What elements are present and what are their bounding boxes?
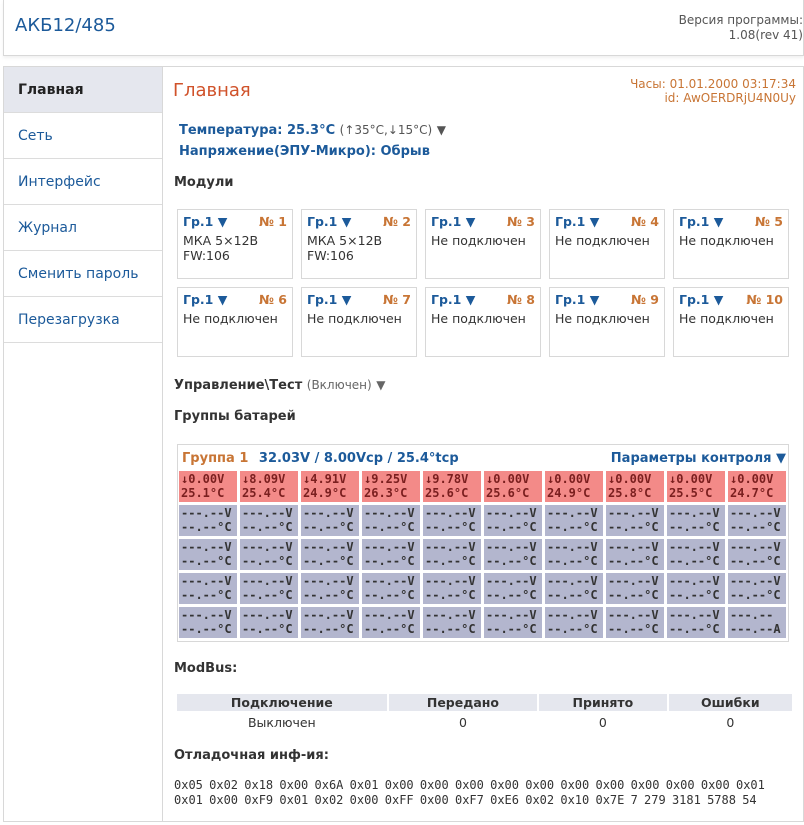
battery-cell — [728, 471, 786, 502]
battery-group — [177, 444, 789, 642]
battery-cell-voltage: ↓0.00V — [730, 472, 774, 486]
battery-cell-voltage: ---.--V — [303, 506, 354, 520]
module-status: Не подключен — [431, 233, 526, 248]
battery-cell-voltage: ---.--V — [181, 574, 232, 588]
battery-cell-temperature: --.--°C — [547, 520, 598, 534]
battery-cell — [728, 539, 786, 570]
app-header — [3, 0, 804, 56]
module-number: № 4 — [630, 214, 659, 229]
module-number: № 6 — [258, 292, 287, 307]
battery-cell — [667, 573, 725, 604]
battery-cell — [545, 607, 603, 638]
module-number: № 9 — [630, 292, 659, 307]
module-group-select[interactable]: Гр.1 ▼ — [307, 214, 352, 229]
battery-cell-voltage: ---.--V — [242, 506, 293, 520]
battery-cell-voltage: ---.--V — [669, 608, 720, 622]
control-state: (Включен) — [306, 378, 372, 392]
module-card — [301, 287, 417, 357]
battery-cell-voltage: ---.--V — [364, 608, 415, 622]
modbus-connection-value: Выключен — [247, 714, 316, 730]
module-header — [307, 292, 411, 307]
module-number: № 7 — [382, 292, 411, 307]
modbus-heading: ModBus: — [174, 661, 238, 676]
battery-cell — [728, 573, 786, 604]
sidebar-item-network[interactable]: Сеть — [4, 113, 162, 159]
battery-cell-temperature: --.--°C — [364, 520, 415, 534]
module-card — [425, 287, 541, 357]
battery-cell — [484, 471, 542, 502]
battery-cell-voltage: ---.--V — [364, 574, 415, 588]
module-status: Не подключен — [555, 233, 650, 248]
battery-cell — [362, 607, 420, 638]
battery-cell-voltage: ---.--V — [608, 540, 659, 554]
battery-cell — [179, 573, 237, 604]
modbus-header-errors: Ошибки — [669, 694, 792, 711]
module-status: Не подключен — [679, 233, 774, 248]
module-status: Не подключен — [431, 311, 526, 326]
battery-cell-voltage: ---.--V — [242, 574, 293, 588]
version-label: Версия программы: — [678, 13, 803, 27]
battery-cell-voltage: ---.--V — [303, 608, 354, 622]
module-group-select[interactable]: Гр.1 ▼ — [555, 292, 600, 307]
battery-cell-temperature: --.--°C — [669, 554, 720, 568]
module-card — [549, 209, 665, 279]
battery-cell-voltage: ↓0.00V — [181, 472, 225, 486]
module-group-select[interactable]: Гр.1 ▼ — [679, 214, 724, 229]
battery-cell — [667, 539, 725, 570]
battery-cell-voltage: ---.--V — [608, 574, 659, 588]
battery-cell — [301, 607, 359, 638]
battery-cell — [484, 505, 542, 536]
battery-cell — [301, 539, 359, 570]
sidebar-item-interface[interactable]: Интерфейс — [4, 159, 162, 205]
battery-cell-voltage: ↓0.00V — [608, 472, 652, 486]
voltage-line: Напряжение(ЭПУ-Микро): Обрыв — [179, 144, 430, 159]
main-content — [173, 67, 796, 821]
modbus-received-value: 0 — [598, 714, 607, 730]
control-dropdown-icon[interactable]: ▼ — [376, 378, 386, 392]
sidebar-item-reboot[interactable]: Перезагрузка — [4, 297, 162, 343]
battery-cell — [728, 607, 786, 638]
battery-cell — [179, 471, 237, 502]
battery-cell — [240, 471, 298, 502]
temperature-line — [179, 123, 446, 138]
battery-cell — [301, 505, 359, 536]
battery-cell — [606, 607, 664, 638]
module-status: МКА 5×12В — [307, 233, 383, 248]
sidebar-item-change-password[interactable]: Сменить пароль — [4, 251, 162, 297]
module-header — [679, 292, 783, 307]
battery-cell — [179, 607, 237, 638]
debug-heading: Отладочная инф-ия: — [174, 748, 329, 763]
battery-cell-temperature: --.--°C — [547, 554, 598, 568]
battery-cell-voltage: ---.--V — [547, 540, 598, 554]
module-number: № 2 — [382, 214, 411, 229]
battery-cell-voltage: ---.--V — [364, 540, 415, 554]
battery-cell-temperature: --.--°C — [669, 622, 720, 636]
module-number: № 8 — [506, 292, 535, 307]
battery-cell-temperature: 24.7°C — [730, 486, 774, 500]
battery-cell-voltage: ---.--V — [669, 574, 720, 588]
modbus-table — [175, 692, 794, 733]
battery-cell — [301, 573, 359, 604]
battery-cells-grid — [179, 471, 786, 638]
battery-cell-temperature: --.--°C — [486, 588, 537, 602]
battery-cell-voltage: ---.--V — [669, 540, 720, 554]
module-group-select[interactable]: Гр.1 ▼ — [431, 292, 476, 307]
app-title: АКБ12/485 — [15, 15, 116, 36]
battery-cell-temperature: ---.--A — [730, 622, 781, 636]
battery-cell-temperature: --.--°C — [425, 554, 476, 568]
battery-cell-voltage: ↓9.78V — [425, 472, 469, 486]
modbus-header-sent: Передано — [389, 694, 537, 711]
battery-cell-voltage: ---.--V — [486, 540, 537, 554]
battery-cell-voltage: ---.--V — [486, 506, 537, 520]
battery-cell-voltage: ---.--V — [730, 574, 781, 588]
battery-cell-voltage: ---.--V — [608, 608, 659, 622]
module-header — [555, 292, 659, 307]
battery-cell — [545, 471, 603, 502]
module-card — [177, 287, 293, 357]
battery-cell-temperature: --.--°C — [242, 588, 293, 602]
battery-cell-voltage: ---.--V — [547, 506, 598, 520]
module-header — [679, 214, 783, 229]
battery-cell — [423, 471, 481, 502]
debug-info: 0x05 0x02 0x18 0x00 0x6A 0x01 0x00 0x00 0x00 0x00 0x00 0x00 0x00 0x00 0x00 0x00 0x01 0x01 0x00 0xF9 0x01 0x02 0x00 0xFF 0x00 0xF7 0xE6 0x02 0x10 0x7E 7 279 3181 5788 54 — [174, 778, 765, 807]
battery-cell-temperature: 25.1°C — [181, 486, 225, 500]
module-card — [177, 209, 293, 279]
module-group-select[interactable]: Гр.1 ▼ — [307, 292, 352, 307]
sidebar-item-main[interactable]: Главная — [4, 67, 162, 113]
control-heading — [174, 378, 385, 393]
battery-cell-voltage: ---.--V — [730, 540, 781, 554]
battery-cell-temperature: 25.6°C — [425, 486, 469, 500]
battery-cell-temperature: --.--°C — [425, 588, 476, 602]
battery-cell-voltage: ---.--V — [730, 506, 781, 520]
module-card — [673, 287, 789, 357]
modules-heading: Модули — [174, 175, 234, 190]
battery-cell — [606, 471, 664, 502]
battery-cell-voltage: ---.--V — [181, 608, 232, 622]
battery-cell-voltage: ---.--V — [303, 574, 354, 588]
battery-cell-voltage: ---.--V — [425, 608, 476, 622]
battery-cell-temperature: --.--°C — [181, 622, 232, 636]
battery-cell — [240, 505, 298, 536]
battery-cell — [484, 573, 542, 604]
module-header — [183, 214, 287, 229]
battery-cell-temperature: --.--°C — [242, 520, 293, 534]
module-group-select[interactable]: Гр.1 ▼ — [431, 214, 476, 229]
battery-cell-voltage: ---.-- — [730, 608, 774, 622]
battery-cell — [240, 607, 298, 638]
version-info — [679, 13, 803, 43]
battery-cell-temperature: 24.9°C — [547, 486, 591, 500]
battery-cell — [423, 607, 481, 638]
battery-cell-temperature: --.--°C — [364, 588, 415, 602]
battery-cell — [667, 607, 725, 638]
module-status: Не подключен — [307, 311, 402, 326]
module-number: № 1 — [258, 214, 287, 229]
control-params-link[interactable]: Параметры контроля ▼ — [610, 451, 786, 466]
modbus-sent-value: 0 — [458, 714, 467, 730]
battery-cell-temperature: --.--°C — [242, 554, 293, 568]
modbus-errors-value: 0 — [726, 714, 735, 730]
battery-cell — [362, 505, 420, 536]
battery-cell-temperature: --.--°C — [303, 588, 354, 602]
version-value: 1.08(rev 41) — [728, 28, 803, 42]
battery-cell — [362, 539, 420, 570]
battery-cell-temperature: --.--°C — [608, 622, 659, 636]
battery-cell — [423, 539, 481, 570]
sidebar — [4, 67, 163, 821]
module-number: № 3 — [506, 214, 535, 229]
battery-cell-temperature: --.--°C — [608, 520, 659, 534]
battery-cell-temperature: --.--°C — [486, 520, 537, 534]
battery-cell-voltage: ↓0.00V — [547, 472, 591, 486]
battery-cell — [545, 573, 603, 604]
battery-group-name: Группа 1 — [182, 451, 249, 466]
battery-cell — [728, 505, 786, 536]
control-title: Управление\Тест — [174, 378, 303, 393]
battery-cell — [484, 607, 542, 638]
battery-cell — [667, 471, 725, 502]
battery-cell-voltage: ---.--V — [425, 506, 476, 520]
modbus-header-received: Принято — [539, 694, 666, 711]
battery-cell — [301, 471, 359, 502]
battery-cell — [545, 505, 603, 536]
battery-cell-temperature: --.--°C — [425, 520, 476, 534]
battery-cell-temperature: --.--°C — [303, 554, 354, 568]
battery-cell-temperature: 25.4°C — [242, 486, 286, 500]
battery-cell-voltage: ---.--V — [181, 506, 232, 520]
battery-cell — [179, 505, 237, 536]
battery-cell — [240, 539, 298, 570]
battery-cell-temperature: --.--°C — [303, 622, 354, 636]
module-group-select[interactable]: Гр.1 ▼ — [183, 292, 228, 307]
module-card — [673, 209, 789, 279]
battery-cell-voltage: ↓8.09V — [242, 472, 286, 486]
battery-cell-temperature: --.--°C — [181, 520, 232, 534]
battery-cell-temperature: --.--°C — [547, 588, 598, 602]
content-panel — [3, 66, 804, 822]
battery-cell-temperature: --.--°C — [364, 622, 415, 636]
temperature-limits: (↑35°C,↓15°C) — [339, 123, 433, 137]
module-firmware: FW:106 — [307, 248, 354, 263]
battery-cell — [240, 573, 298, 604]
battery-cell-temperature: 26.3°C — [364, 486, 408, 500]
battery-cell-temperature: --.--°C — [425, 622, 476, 636]
battery-cell — [179, 539, 237, 570]
battery-cell-temperature: --.--°C — [486, 622, 537, 636]
module-header — [183, 292, 287, 307]
battery-cell-temperature: --.--°C — [181, 554, 232, 568]
battery-group-header — [182, 451, 459, 466]
battery-cell — [545, 539, 603, 570]
battery-cell-temperature: --.--°C — [669, 520, 720, 534]
battery-cell — [423, 505, 481, 536]
battery-cell-temperature: --.--°C — [608, 588, 659, 602]
module-header — [431, 214, 535, 229]
battery-cell-voltage: ---.--V — [608, 506, 659, 520]
battery-cell-voltage: ---.--V — [547, 574, 598, 588]
battery-cell-temperature: --.--°C — [547, 622, 598, 636]
temperature-dropdown-icon[interactable]: ▼ — [436, 123, 447, 137]
module-header — [307, 214, 411, 229]
sidebar-item-log[interactable]: Журнал — [4, 205, 162, 251]
battery-cell-temperature: --.--°C — [303, 520, 354, 534]
battery-cell — [606, 505, 664, 536]
battery-cell-voltage: ↓0.00V — [486, 472, 530, 486]
battery-cell-temperature: --.--°C — [669, 588, 720, 602]
module-card — [301, 209, 417, 279]
page-title: Главная — [173, 80, 251, 101]
module-card — [549, 287, 665, 357]
module-card — [425, 209, 541, 279]
battery-cell — [667, 505, 725, 536]
module-firmware: FW:106 — [183, 248, 230, 263]
battery-cell-voltage: ---.--V — [425, 540, 476, 554]
battery-cell-temperature: --.--°C — [364, 554, 415, 568]
battery-cell-temperature: 25.6°C — [486, 486, 530, 500]
module-number: № 5 — [754, 214, 783, 229]
module-number: № 10 — [746, 292, 783, 307]
temperature-value: Температура: 25.3°C — [179, 123, 336, 138]
battery-cell — [362, 471, 420, 502]
battery-cell-temperature: --.--°C — [730, 520, 781, 534]
module-status: МКА 5×12В — [183, 233, 259, 248]
device-id: id: AwOERDRjU4N0Uy — [664, 91, 796, 105]
battery-cell-temperature: --.--°C — [242, 622, 293, 636]
battery-group-summary: 32.03V / 8.00Vср / 25.4°tср — [258, 451, 459, 466]
battery-cell-temperature: --.--°C — [730, 588, 781, 602]
battery-cell-temperature: --.--°C — [730, 554, 781, 568]
module-group-select[interactable]: Гр.1 ▼ — [679, 292, 724, 307]
battery-cell-temperature: --.--°C — [486, 554, 537, 568]
battery-groups-heading: Группы батарей — [174, 409, 296, 424]
module-group-select[interactable]: Гр.1 ▼ — [555, 214, 600, 229]
battery-cell-voltage: ---.--V — [364, 506, 415, 520]
battery-cell-temperature: 24.9°C — [303, 486, 347, 500]
battery-cell — [606, 573, 664, 604]
battery-cell-voltage: ---.--V — [486, 574, 537, 588]
battery-cell-voltage: ---.--V — [242, 540, 293, 554]
battery-cell-temperature: --.--°C — [608, 554, 659, 568]
module-group-select[interactable]: Гр.1 ▼ — [183, 214, 228, 229]
module-header — [431, 292, 535, 307]
battery-cell-voltage: ↓0.00V — [669, 472, 713, 486]
battery-cell — [362, 573, 420, 604]
battery-cell-voltage: ---.--V — [669, 506, 720, 520]
module-status: Не подключен — [183, 311, 278, 326]
battery-cell-voltage: ---.--V — [181, 540, 232, 554]
battery-cell-temperature: 25.8°C — [608, 486, 652, 500]
module-status: Не подключен — [679, 311, 774, 326]
battery-cell-voltage: ---.--V — [486, 608, 537, 622]
modbus-header-connection: Подключение — [177, 694, 387, 711]
module-status: Не подключен — [555, 311, 650, 326]
battery-cell-temperature: --.--°C — [181, 588, 232, 602]
clock-info — [630, 77, 796, 105]
battery-cell-voltage: ---.--V — [242, 608, 293, 622]
battery-cell — [606, 539, 664, 570]
battery-cell-voltage: ---.--V — [303, 540, 354, 554]
battery-cell-temperature: 25.5°C — [669, 486, 713, 500]
module-header — [555, 214, 659, 229]
battery-cell-voltage: ---.--V — [547, 608, 598, 622]
battery-cell-voltage: ↓4.91V — [303, 472, 347, 486]
clock-time: Часы: 01.01.2000 03:17:34 — [630, 77, 796, 91]
battery-cell-voltage: ---.--V — [425, 574, 476, 588]
battery-cell — [423, 573, 481, 604]
battery-cell-voltage: ↓9.25V — [364, 472, 408, 486]
battery-cell — [484, 539, 542, 570]
